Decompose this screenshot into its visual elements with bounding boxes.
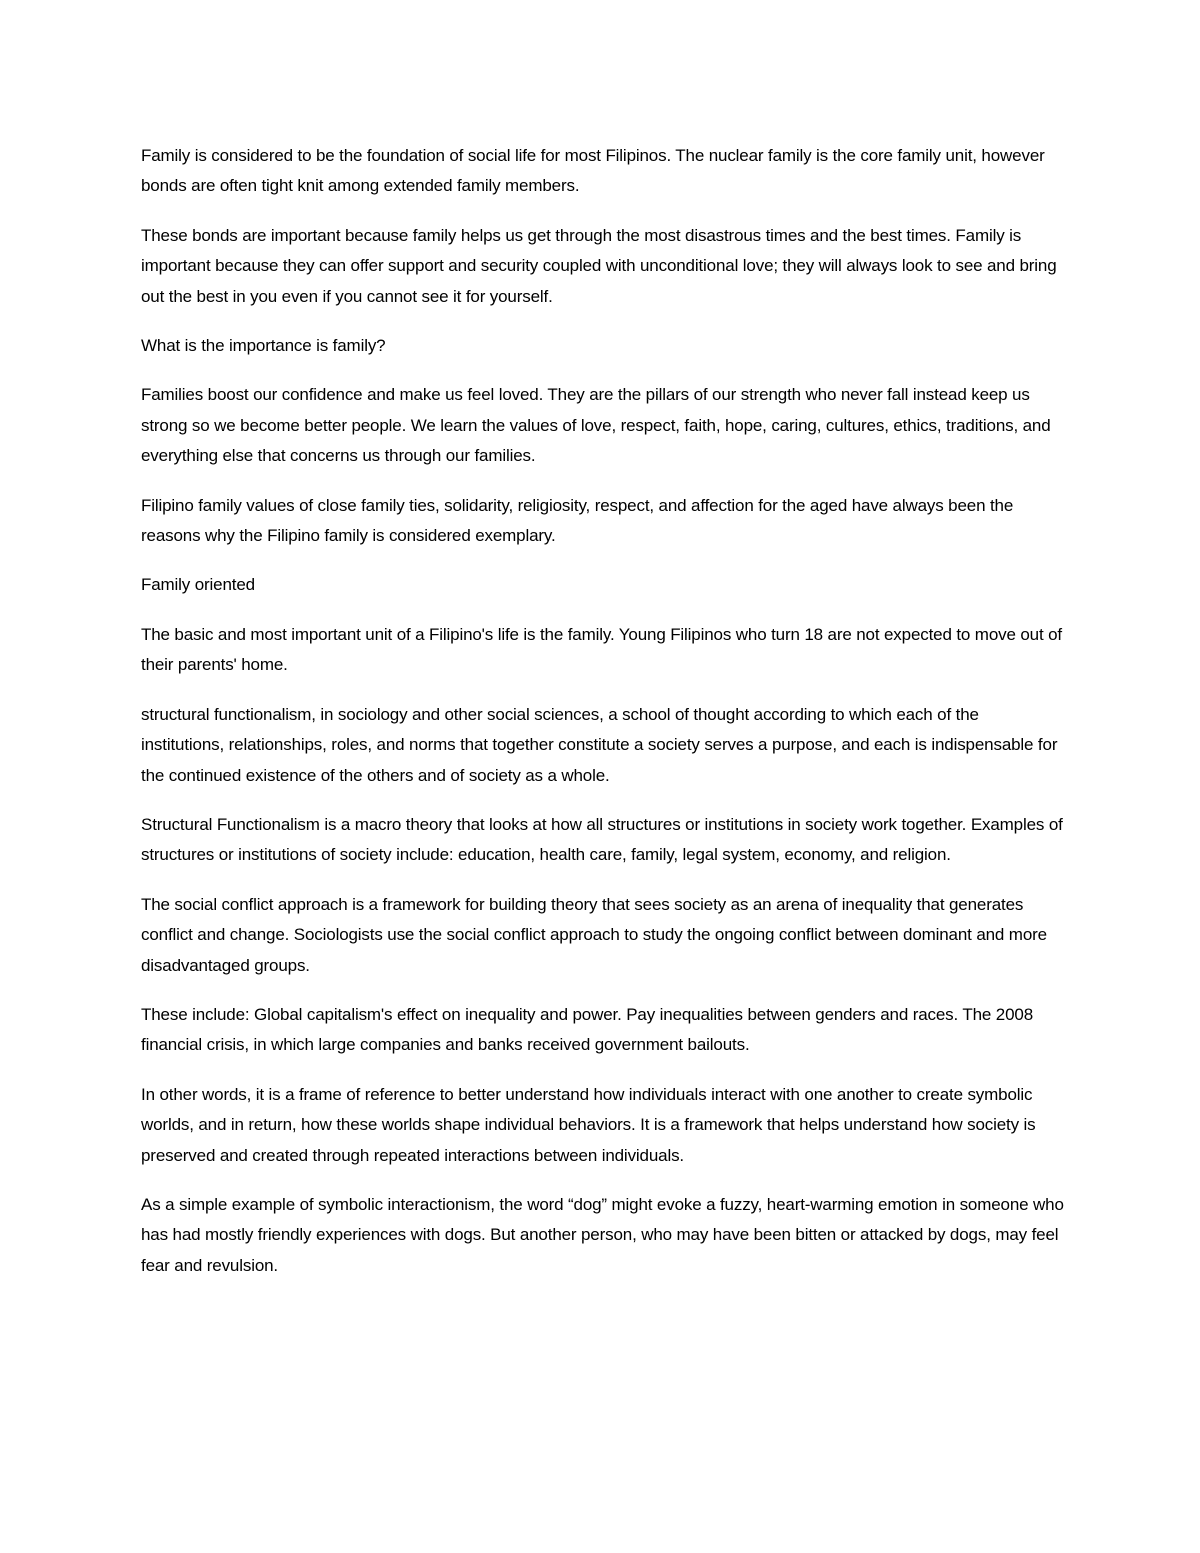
paragraph-family-oriented: Family oriented [141,575,255,595]
paragraph-symbolic-interaction: In other words, it is a frame of reference to better understand how individuals interact with one another to create symbolic worlds, and in return, how these worlds shape individual behaviors. It is a framework that helps understand how society is preserved and created through repeated interactions between individuals. [141,1084,1036,1165]
paragraph-families-boost: Families boost our confidence and make us feel loved. They are the pillars of our strength who never fall instead keep us strong so we become better people. We learn the values of love, respect, faith, hope, caring, cultures, ethics, traditions, and everything else that concerns us through our families. [141,385,1051,466]
paragraph-social-conflict: The social conflict approach is a framework for building theory that sees society as an arena of inequality that generates conflict and change. Sociologists use the social conflict approach to study the ongoing conflict between dominant and more disadvantaged groups. [141,894,1047,975]
paragraph-family-foundation: Family is considered to be the foundation of social life for most Filipinos. The nuclear family is the core family unit, however bonds are often tight knit among extended family members. [141,146,1045,196]
paragraph-filipino-values: Filipino family values of close family ties, solidarity, religiosity, respect, and affection for the aged have always been the reasons why the Filipino family is considered exemplary. [141,495,1014,546]
paragraph-conflict-examples: These include: Global capitalism's effect on inequality and power. Pay inequalities between genders and races. The 2008 financial crisis, in which large companies and banks received government bailouts. [141,1004,1034,1055]
paragraph-structural-functionalism-definition: structural functionalism, in sociology and other social sciences, a school of thought according to which each of the institutions, relationships, roles, and norms that together constitute a society serves a purpose, and each is indispensable for the continued existence of the others and of society as a whole. [141,704,1058,785]
paragraph-structural-functionalism-macro: Structural Functionalism is a macro theory that looks at how all structures or institutions in society work together. Examples of structures or institutions of society include: education, health care, family, legal system, economy, and religion. [141,814,1063,865]
paragraph-family-bonds: These bonds are important because family helps us get through the most disastrous times and the best times. Family is important because they can offer support and security coupled with unconditional love; they will always look to see and bring out the best in you even if you cannot see it for yourself. [141,225,1057,306]
document-body [141,141,1066,1300]
paragraph-basic-unit: The basic and most important unit of a Filipino's life is the family. Young Filipinos who turn 18 are not expected to move out of their parents' home. [141,624,1062,675]
paragraph-importance-question: What is the importance is family? [141,336,386,356]
paragraph-symbolic-example: As a simple example of symbolic interactionism, the word “dog” might evoke a fuzzy, heart-warming emotion in someone who has had mostly friendly experiences with dogs. But another person, who may have been bitten or attacked by dogs, may feel fear and revulsion. [141,1194,1064,1275]
